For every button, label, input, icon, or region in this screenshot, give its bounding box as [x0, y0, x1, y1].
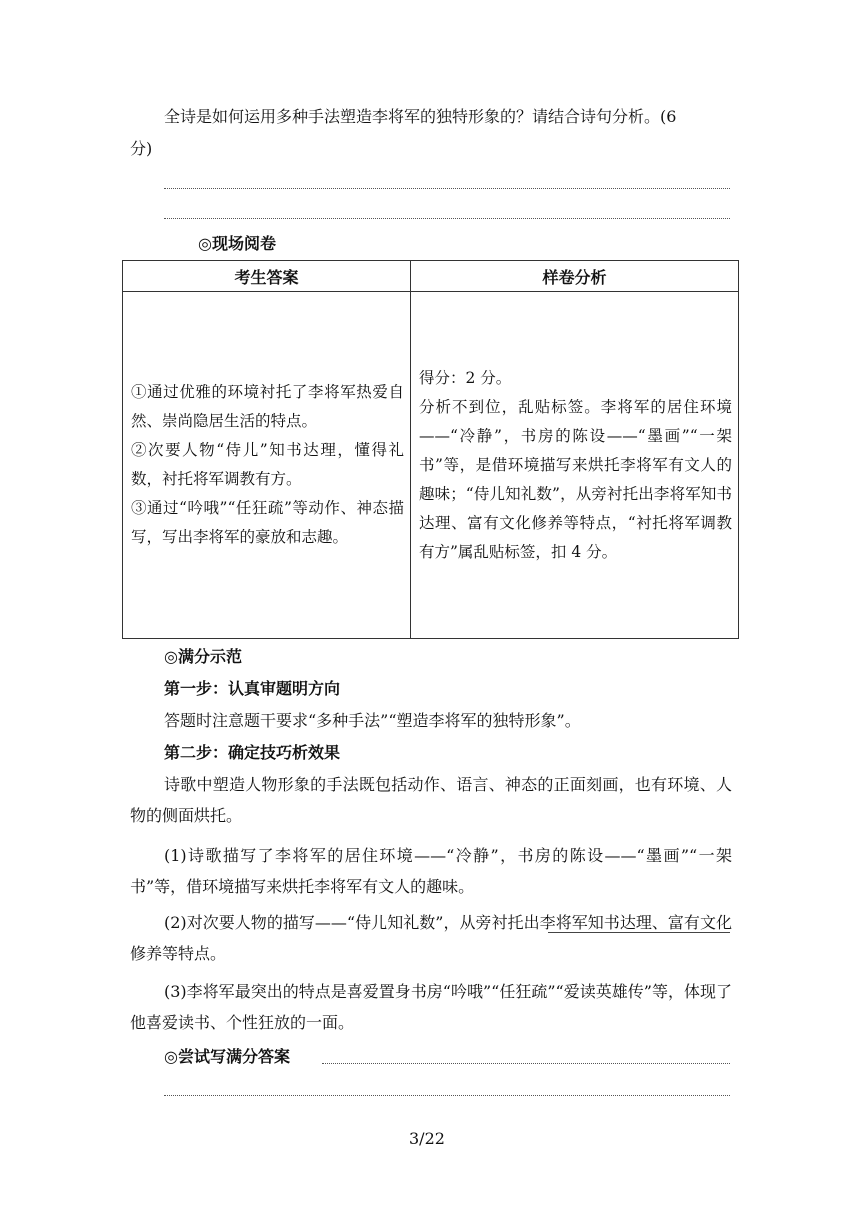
student-answer-cell: [123, 292, 411, 639]
step-1-title: 第一步：认真审题明方向: [164, 679, 341, 698]
section-heading-try: ◎尝试写满分答案: [164, 1047, 290, 1066]
answer-point-1: (1)诗歌描写了李将军的居住环境——“冷静”，书房的陈设——“墨画”“一架书”等，借环境描写来烘托李将军有文人的趣味。: [130, 846, 732, 896]
answer-point-3: (3)李将军最突出的特点是喜爱置身书房“吟哦”“任狂疏”“爱读英雄传”等，体现了他喜爱读书、个性狂放的一面。: [130, 982, 732, 1032]
analysis-text: 分析不到位，乱贴标签。李将军的居住环境——“冷静”，书房的陈设——“墨画”“一架书”等，是借环境描写来烘托李将军有文人的趣味；“侍儿知礼数”，从旁衬托出李将军知书达理、富有文化修养等特点，“衬托将军调教有方”属乱贴标签，扣 4 分。: [419, 397, 732, 561]
column-header-analysis: 样卷分析: [411, 261, 739, 292]
answer-blank-line[interactable]: [322, 1063, 730, 1064]
student-answer-item: ②次要人物“侍儿”知书达理，懂得礼数，衬托将军调教有方。: [131, 441, 404, 488]
section-heading-model: ◎满分示范: [164, 647, 242, 666]
student-answer-item: ①通过优雅的环境衬托了李将军热爱自然、崇尚隐居生活的特点。: [131, 383, 404, 430]
answer-point-2: (2)对次要人物的描写——“侍儿知礼数”，从旁衬托出李将军知书达理、富有文化修养等特点。: [130, 913, 732, 963]
answer-blank-line[interactable]: [164, 188, 730, 189]
step-2-text: 诗歌中塑造人物形象的手法既包括动作、语言、神态的正面刻画，也有环境、人物的侧面烘托。: [130, 775, 732, 825]
text-underline: [548, 932, 730, 933]
step-2-title: 第二步：确定技巧析效果: [164, 743, 341, 762]
analysis-cell: [411, 292, 739, 639]
question-line-2: 分): [130, 139, 153, 158]
student-answer-item: ③通过“吟哦”“任狂疏”等动作、神态描写，写出李将军的豪放和志趣。: [131, 499, 404, 546]
analysis-score: 得分：2 分。: [419, 368, 512, 387]
step-1-text: 答题时注意题干要求“多种手法”“塑造李将军的独特形象”。: [164, 711, 581, 730]
column-header-student-answer: 考生答案: [123, 261, 411, 292]
question-line-1: 全诗是如何运用多种手法塑造李将军的独特形象的？请结合诗句分析。(6: [164, 107, 677, 126]
section-heading-review: ◎现场阅卷: [198, 234, 276, 253]
review-table: [122, 260, 739, 639]
answer-blank-line[interactable]: [164, 218, 730, 219]
answer-blank-line[interactable]: [164, 1095, 730, 1096]
page-number: 3/22: [409, 1129, 445, 1148]
